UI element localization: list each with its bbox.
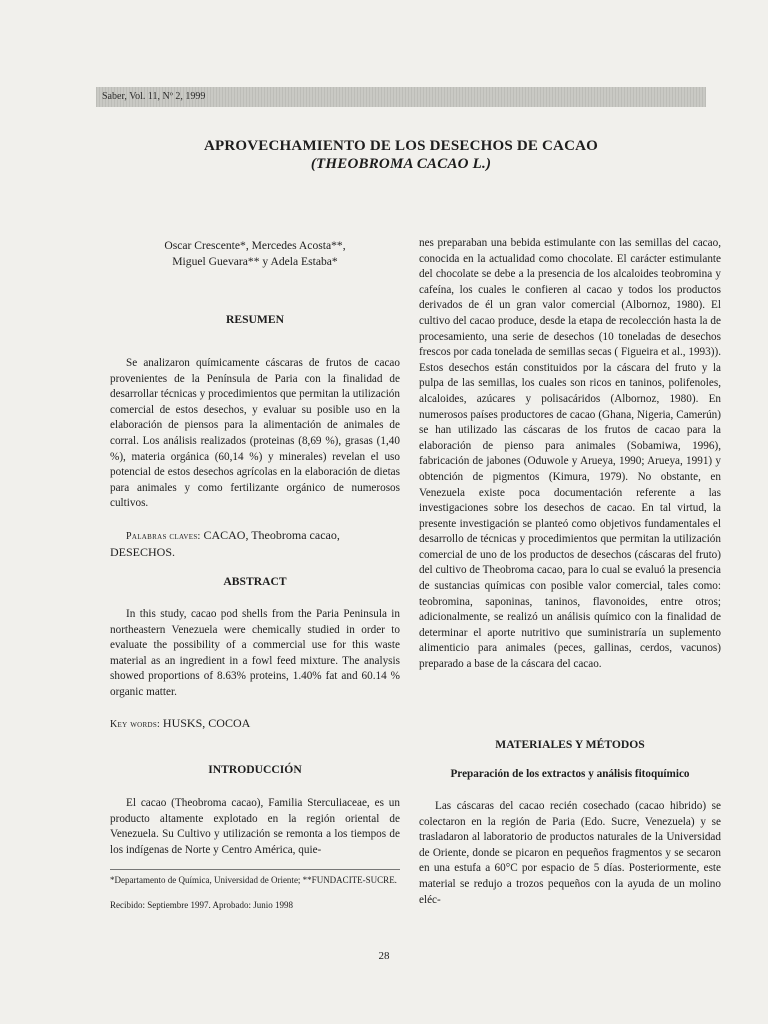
- authors-line-2: Miguel Guevara** y Adela Estaba*: [172, 255, 338, 268]
- resumen-keywords: [110, 528, 400, 561]
- introduction-heading: INTRODUCCIÓN: [208, 763, 302, 776]
- resumen-heading: RESUMEN: [226, 313, 284, 326]
- journal-citation: Saber, Vol. 11, Nº 2, 1999: [102, 91, 206, 102]
- page-number: 28: [378, 950, 390, 962]
- footnote-divider: [110, 869, 400, 870]
- author-list: [110, 238, 400, 270]
- introduction-text-left: El cacao (Theobroma cacao), Familia Sterculiaceae, es un producto altamente explotado en la región oriental de Venezuela. Su Cultivo y utilización se remonta a los tiempos de los indígenas de Norte y Centro América, quie-: [110, 797, 400, 856]
- article-title: APROVECHAMIENTO DE LOS DESECHOS DE CACAO: [203, 138, 599, 154]
- abstract-text: In this study, cacao pod shells from the Paria Peninsula in northeastern Venezuela were chemically studied in order to evaluate the possibility of a commercial use for this waste material as an ingredient in a fowl feed mixture. The analysis showed proportions of 8.63% proteins, 1.40% fat and 60.14 % organic matter.: [110, 608, 400, 698]
- resumen-keywords-value: CACAO, Theobroma cacao, DESECHOS.: [110, 528, 340, 559]
- abstract-heading: ABSTRACT: [223, 575, 287, 588]
- abstract-keywords-label: Key words:: [110, 719, 161, 730]
- introduction-text-right: nes preparaban una bebida estimulante con las semillas del cacao, conocida en la actualidad como chocolate. El carácter estimulante del chocolate se debe a la presencia de los alcaloides teobromina y cafeína, los cuales le confieren al cacao y todos los productos derivados de él un gran valor comercial (Albornoz, 1980). El cultivo del cacao produce, desde la etapa de recolección hasta la de procesamiento, una serie de desechos (10 toneladas de desechos frescos por cada tonelada de semillas secas ( Figueira et al., 1993)). Estos desechos están constituidos por la cáscara del fruto y la pulpa de las semillas, los cuales son ricos en taninos, polifenoles, alcaloides, azúcares y polisacáridos (Albornoz, 1980). En numerosos países productores de cacao (Ghana, Nigeria, Camerún) se han utilizado las cáscaras de los frutos de cacao para la elaboración de pienso para animales (Sobamiwa, 1996), fabricación de jabones (Oduwole y Arueya, 1990; Arueya, 1991) y obtención de pigmentos (Kimura, 1979). No obstante, en Venezuela existe poca documentación referente a las investigaciones sobre los desechos de cacao. En tal virtud, la presente investigación se planteó como objetivos fundamentales el desarrollo de técnicas y procedimientos que permitan la utilización comercial de uno de los productos de desechos (cáscaras del fruto) del cultivo de Theobroma cacao, para lo cual se evaluó la presencia de sustancias químicas con posible valor comercial, tales como: teobromina, saponinas, taninos, flavonoides, entre otros; adicionalmente, se realizó un análisis químico con la finalidad de determinar el aporte nutritivo que suministraría un suplemento alimenticio para animales (peces, gallinas, cerdos, vacunos) preparado a base de la cáscara del cacao.: [419, 237, 721, 671]
- journal-header-band: [96, 87, 706, 107]
- resumen-keywords-label: Palabras claves:: [126, 531, 201, 542]
- abstract-keywords-value: HUSKS, COCOA: [162, 716, 251, 730]
- authors-line-1: Oscar Crescente*, Mercedes Acosta**,: [164, 239, 346, 252]
- methods-subheading: Preparación de los extractos y análisis fitoquímico: [450, 768, 690, 780]
- methods-heading: MATERIALES Y MÉTODOS: [495, 738, 645, 751]
- abstract-keywords: [110, 716, 400, 733]
- footnote-affiliation: *Departamento de Química, Universidad de Oriente; **FUNDACITE-SUCRE.: [110, 875, 397, 885]
- methods-text: Las cáscaras del cacao recién cosechado (cacao hibrido) se colectaron en la región de Paria (Edo. Sucre, Venezuela) y se trasladaron al laboratorio de productos naturales de la Universidad de Oriente, donde se picaron en pequeños fragmentos y se secaron en una estufa a 60°C por espacio de 5 días. Posteriormente, este material se redujo a trozos pequeños con la ayuda de un molino eléc-: [419, 800, 721, 906]
- footnote-dates: Recibido: Septiembre 1997. Aprobado: Junio 1998: [110, 900, 293, 910]
- resumen-text: Se analizaron químicamente cáscaras de frutos de cacao provenientes de la Península de Paria con la finalidad de desarrollar técnicas y procedimientos que permitan la utilización comercial de estos desechos, y evaluar su posible uso en la elaboración de piensos para la alimentación de animales de corral. Los análisis realizados (proteinas (8,69 %), grasas (1,40 %), materia orgánica (60,14 %) y minerales) revelan el uso potencial de estos desechos agrícolas en la elaboración de dietas para animales y como fertilizante orgánico de numerosos cultivos.: [110, 357, 400, 510]
- article-subtitle: (THEOBROMA CACAO L.): [310, 156, 492, 172]
